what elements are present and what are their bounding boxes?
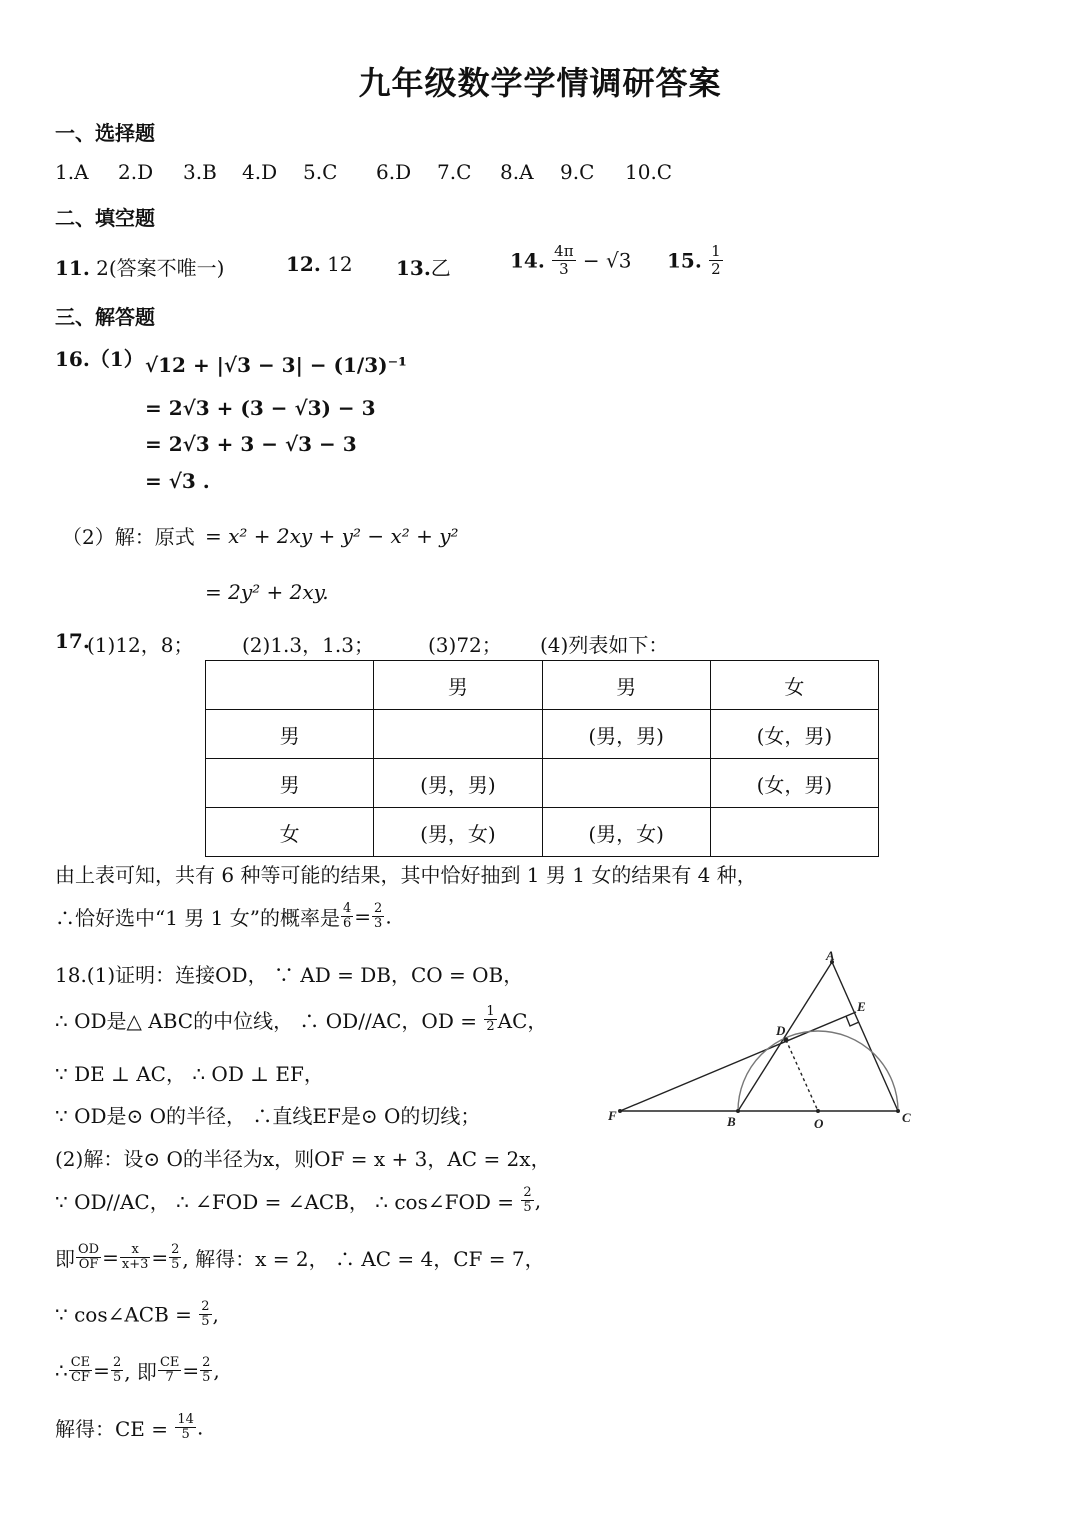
q17-probability <box>55 902 392 931</box>
text: 即 <box>55 1247 75 1271</box>
table-cell: (男，女) <box>542 808 710 857</box>
q18-line2 <box>55 1005 547 1034</box>
table-cell: 男 <box>206 710 374 759</box>
q14-number: 14. <box>510 248 545 273</box>
segment-od <box>786 1040 818 1111</box>
q18-line10 <box>55 1413 203 1442</box>
choice-answer-8: 8.A <box>500 160 534 184</box>
label-c: C <box>902 1110 911 1125</box>
numerator: 2 <box>202 1355 211 1370</box>
point-d <box>784 1038 789 1043</box>
table-cell: (女，男) <box>710 710 878 759</box>
numerator: x <box>120 1243 151 1258</box>
numerator: 2 <box>374 901 383 916</box>
outcome-table <box>205 660 879 857</box>
q16-part2-line1: = x² + 2xy + y² − x² + y² <box>205 524 459 548</box>
text: ∵ cos∠ACB = <box>55 1302 192 1327</box>
table-header-row <box>206 661 879 710</box>
equals: = <box>93 1358 110 1383</box>
q15-fraction <box>709 243 723 278</box>
q17-part2: (2)1.3，1.3； <box>242 633 374 657</box>
q12-number: 12. <box>286 252 321 276</box>
q16-line1: √12 + |√3 − 3| − (1/3)⁻¹ <box>145 353 407 377</box>
fraction <box>158 1356 181 1385</box>
numerator: 4 <box>342 901 352 916</box>
table-cell: 男 <box>206 759 374 808</box>
q13-number: 13. <box>396 256 431 280</box>
choice-answer-6: 6.D <box>376 160 412 184</box>
denominator: 5 <box>523 1200 532 1215</box>
q14-rest: − √3 <box>582 248 632 273</box>
q12-answer: 12 <box>327 252 353 276</box>
prob-fraction-2 <box>372 902 384 931</box>
q16-line2: = 2√3 + (3 − √3) − 3 <box>145 396 376 420</box>
prob-prefix: ∴恰好选中“1 男 1 女”的概率是 <box>55 906 340 930</box>
text: , <box>213 1358 220 1383</box>
section3-heading: 三、解答题 <box>55 305 155 329</box>
table-cell: (男，男) <box>542 710 710 759</box>
prob-fraction-1 <box>341 902 353 931</box>
point-f <box>618 1109 622 1113</box>
label-b: B <box>727 1114 736 1129</box>
q16-line4: = √3 . <box>145 469 210 493</box>
semicircle <box>738 1031 898 1111</box>
section2-heading: 二、填空题 <box>55 206 155 230</box>
table-cell: 男 <box>374 661 542 710</box>
table-cell: (男，女) <box>374 808 542 857</box>
q13-answer: 乙 <box>430 256 451 280</box>
q14-fraction <box>552 243 575 278</box>
q18-line8 <box>55 1300 219 1329</box>
q14-denominator: 3 <box>559 260 569 278</box>
fill-answer-13 <box>396 252 451 281</box>
point-b <box>736 1109 740 1113</box>
text: 解得：CE = <box>55 1417 169 1441</box>
table-cell: (男，男) <box>374 759 542 808</box>
fraction <box>200 1356 212 1385</box>
q11-number: 11. <box>55 256 90 280</box>
q15-denominator: 2 <box>711 260 721 278</box>
numerator: CE <box>70 1355 91 1370</box>
denominator: x+3 <box>121 1257 149 1272</box>
label-e: E <box>857 999 866 1014</box>
fraction <box>76 1243 101 1272</box>
fraction <box>69 1356 92 1385</box>
denominator: OF <box>78 1257 99 1272</box>
table-cell: 男 <box>542 661 710 710</box>
denominator: 3 <box>374 916 383 931</box>
numerator: 2 <box>112 1355 122 1370</box>
q18-line5: (2)解：设⊙ O的半径为x，则OF = x + 3，AC = 2x， <box>55 1147 551 1171</box>
point-c <box>896 1109 900 1113</box>
numerator: 2 <box>201 1299 210 1314</box>
page-title: 九年级数学学情调研答案 <box>358 64 722 102</box>
numerator: 1 <box>486 1004 495 1019</box>
q16-part2-label: （2）解：原式 <box>62 525 195 549</box>
segment-ac <box>832 962 898 1111</box>
choice-answer-4: 4.D <box>242 160 278 184</box>
label-a: A <box>826 948 835 963</box>
equals: = <box>151 1245 169 1270</box>
table-cell: 女 <box>206 808 374 857</box>
equals: = <box>354 904 372 929</box>
choice-answer-9: 9.C <box>560 160 595 184</box>
fraction <box>169 1243 181 1272</box>
q18-line9 <box>55 1356 220 1385</box>
numerator: OD <box>78 1242 100 1257</box>
table-cell: (女，男) <box>710 759 878 808</box>
text: AC， <box>497 1009 548 1033</box>
q18-line3: ∵ DE ⊥ AC， ∴ OD ⊥ EF， <box>55 1062 324 1086</box>
text: , <box>212 1302 219 1327</box>
table-row <box>206 710 879 759</box>
q18-line4: ∵ OD是⊙ O的半径， ∴直线EF是⊙ O的切线； <box>55 1104 481 1128</box>
denominator: CF <box>70 1370 90 1385</box>
table-cell <box>710 808 878 857</box>
choice-answer-1: 1.A <box>55 160 89 184</box>
text: , 解得：x = 2， ∴ AC = 4，CF = 7， <box>182 1247 545 1271</box>
q15-numerator: 1 <box>711 242 721 260</box>
table-cell <box>374 710 542 759</box>
q18-line6 <box>55 1186 541 1215</box>
q16-part2-line2: = 2y² + 2xy. <box>205 580 329 604</box>
table-row <box>206 808 879 857</box>
fraction <box>521 1186 533 1215</box>
denominator: 5 <box>171 1257 180 1272</box>
q17-label: 17. <box>55 629 90 653</box>
label-o: O <box>814 1116 824 1131</box>
q17-part4: (4)列表如下： <box>540 633 669 657</box>
denominator: 7 <box>165 1370 174 1385</box>
fraction <box>120 1243 151 1272</box>
denominator: 2 <box>486 1019 495 1034</box>
choice-answer-3: 3.B <box>183 160 217 184</box>
q17-conclusion: 由上表可知，共有 6 种等可能的结果，其中恰好抽到 1 男 1 女的结果有 4 种， <box>55 863 757 887</box>
half-fraction <box>484 1005 496 1034</box>
point-o <box>816 1109 820 1113</box>
tangent-fe <box>620 1012 856 1111</box>
numerator: 2 <box>523 1185 532 1200</box>
table-cell <box>542 759 710 808</box>
choice-answer-2: 2.D <box>118 160 154 184</box>
fill-answer-14 <box>510 243 632 278</box>
text: . <box>196 1415 204 1440</box>
denominator: 5 <box>202 1370 211 1385</box>
fraction <box>175 1413 196 1442</box>
numerator: 14 <box>177 1412 194 1427</box>
text: ∴ OD是△ ABC的中位线， ∴ OD//AC，OD = <box>55 1009 477 1033</box>
choice-answer-5: 5.C <box>303 160 338 184</box>
fill-answer-11 <box>55 252 225 281</box>
text: , <box>534 1188 542 1213</box>
label-f: F <box>608 1108 617 1123</box>
numerator: 2 <box>171 1242 180 1257</box>
table-cell: 女 <box>710 661 878 710</box>
q16-line3: = 2√3 + 3 − √3 − 3 <box>145 432 357 456</box>
q17-part3: (3)72； <box>428 633 502 657</box>
text: , 即 <box>124 1360 157 1384</box>
fraction <box>111 1356 123 1385</box>
fill-answer-12 <box>286 252 353 276</box>
text: ∵ OD//AC， ∴ ∠FOD = ∠ACB， ∴ cos∠FOD = <box>55 1190 515 1214</box>
period: . <box>385 904 392 929</box>
text: ∴ <box>55 1358 68 1383</box>
section1-heading: 一、选择题 <box>55 121 155 145</box>
choice-answer-7: 7.C <box>437 160 472 184</box>
equals: = <box>102 1245 119 1270</box>
fill-answer-15 <box>667 243 724 278</box>
q18-line1: 18.(1)证明：连接OD， ∵ AD = DB，CO = OB， <box>55 963 524 987</box>
fraction <box>199 1300 211 1329</box>
choice-answer-10: 10.C <box>625 160 673 184</box>
denominator: 5 <box>181 1427 190 1442</box>
q17-part1: (1)12，8； <box>87 633 194 657</box>
denominator: 5 <box>112 1370 122 1385</box>
denominator: 5 <box>201 1314 210 1329</box>
q18-line7 <box>55 1243 545 1272</box>
table-cell <box>206 661 374 710</box>
q16-label: 16.（1） <box>55 347 144 371</box>
q15-number: 15. <box>667 248 702 273</box>
q11-answer: 2(答案不唯一) <box>96 256 225 280</box>
denominator: 6 <box>342 916 352 931</box>
q14-numerator: 4π <box>554 242 574 260</box>
equals: = <box>182 1358 200 1383</box>
geometry-figure <box>600 945 930 1135</box>
numerator: CE <box>159 1355 180 1370</box>
label-d: D <box>776 1023 786 1038</box>
table-row <box>206 759 879 808</box>
